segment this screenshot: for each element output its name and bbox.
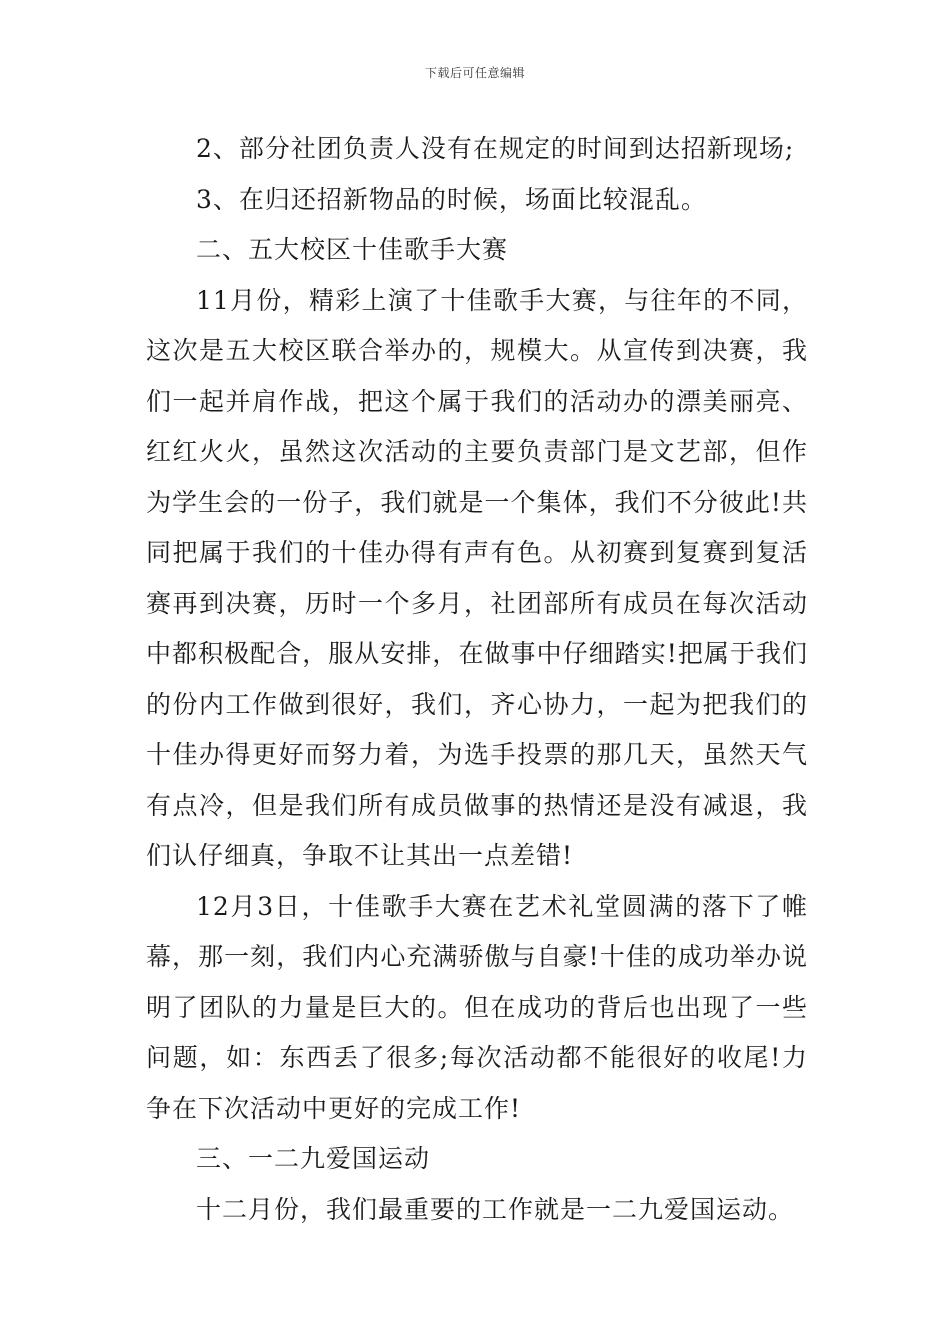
list-item-3: 3、在归还招新物品的时候，场面比较混乱。 bbox=[196, 184, 707, 214]
section-heading-3: 三、一二九爱国运动 bbox=[196, 1144, 431, 1173]
page-header: 下载后可任意编辑 bbox=[424, 66, 525, 80]
section-heading-2: 二、五大校区十佳歌手大赛 bbox=[196, 235, 509, 264]
list-item-2: 2、部分社团负责人没有在规定的时间到达招新现场; bbox=[196, 134, 795, 163]
document-body bbox=[146, 124, 808, 1235]
body-paragraph: 12月3日，十佳歌手大赛在艺术礼堂圆满的落下了帷幕，那一刻，我们内心充满骄傲与自豪!十佳的成功举办说明了团队的力量是巨大的。但在成功的背后也出现了一些问题，如：东西丢了很多;每次活动都不能很好的收尾!力争在下次活动中更好的完成工作! bbox=[146, 891, 808, 1123]
body-paragraph: 十二月份，我们最重要的工作就是一二九爱国运动。 bbox=[196, 1194, 795, 1224]
body-paragraph: 11月份，精彩上演了十佳歌手大赛，与往年的不同，这次是五大校区联合举办的，规模大。从宣传到决赛，我们一起并肩作战，把这个属于我们的活动办的漂美丽亮、红红火火，虽然这次活动的主要负责部门是文艺部，但作为学生会的一份子，我们就是一个集体，我们不分彼此!共同把属于我们的十佳办得有声有色。从初赛到复赛到复活赛再到决赛，历时一个多月，社团部所有成员在每次活动中都积极配合，服从安排，在做事中仔细踏实!把属于我们的份内工作做到很好，我们，齐心协力，一起为把我们的十佳办得更好而努力着，为选手投票的那几天，虽然天气有点冷，但是我们所有成员做事的热情还是没有减退，我们认仔细真，争取不让其出一点差错! bbox=[146, 285, 808, 870]
